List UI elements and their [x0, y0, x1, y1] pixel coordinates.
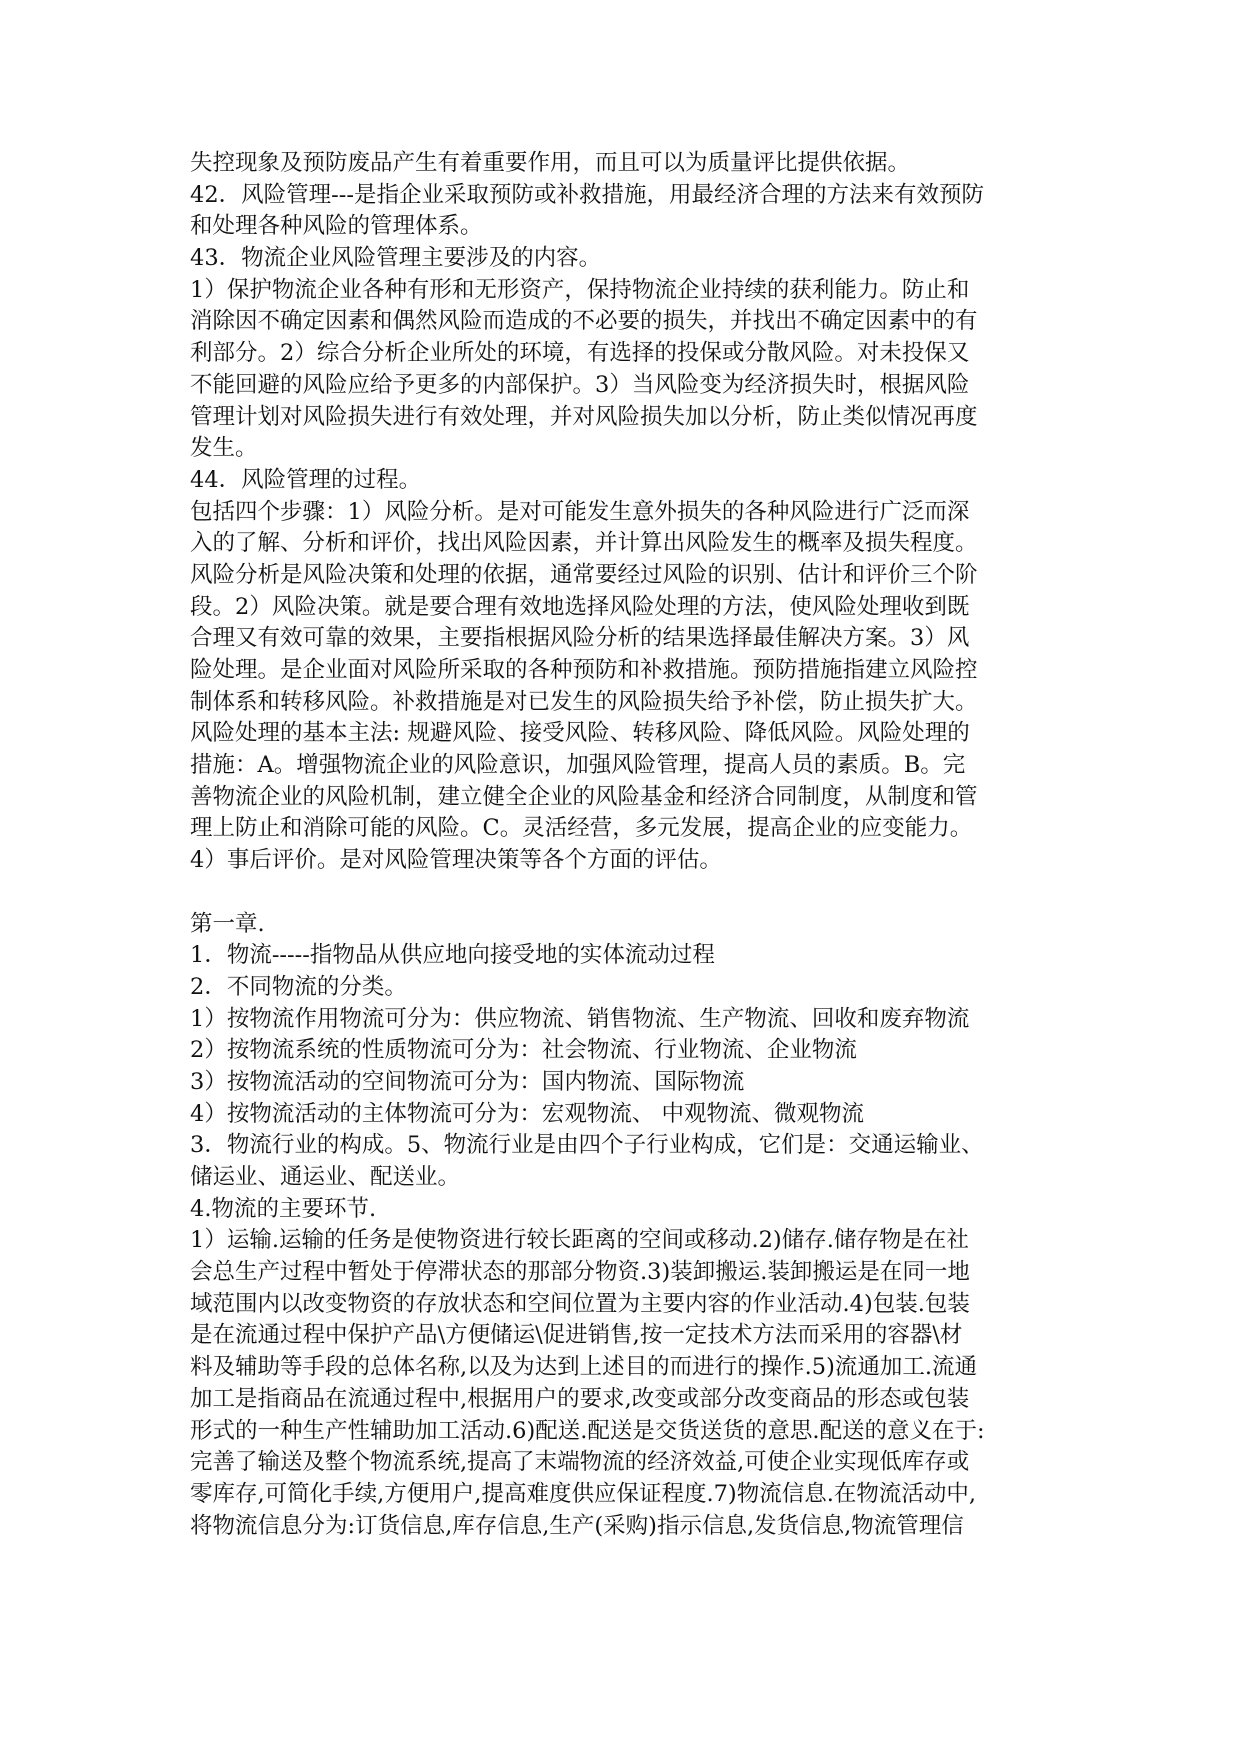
text-line: 风险处理的基本主法: 规避风险、接受风险、转移风险、降低风险。风险处理的	[190, 720, 970, 747]
text-line: 加工是指商品在流通过程中,根据用户的要求,改变或部分改变商品的形态或包装	[190, 1385, 970, 1412]
text-line: 险处理。是企业面对风险所采取的各种预防和补救措施。预防措施指建立风险控	[190, 657, 978, 683]
text-line: 43．物流企业风险管理主要涉及的内容。	[190, 245, 602, 272]
text-line: 段。2）风险决策。就是要合理有效地选择风险处理的方法，使风险处理收到既	[190, 593, 970, 620]
text-line: 完善了输送及整个物流系统,提高了末端物流的经济效益,可使企业实现低库存或	[190, 1449, 970, 1476]
text-line: 1．物流-----指物品从供应地向接受地的实体流动过程	[190, 942, 715, 969]
text-line: 1）运输.运输的任务是使物资进行较长距离的空间或移动.2)储存.储存物是在社	[190, 1227, 969, 1254]
text-line: 利部分。2）综合分析企业所处的环境，有选择的投保或分散风险。对未投保又	[190, 340, 970, 367]
text-line: 零库存,可简化手续,方便用户,提高难度供应保证程度.7)物流信息.在物流活动中,	[190, 1480, 977, 1507]
document-page	[190, 148, 1060, 1542]
text-line: 不能回避的风险应给予更多的内部保护。3）当风险变为经济损失时，根据风险	[190, 371, 970, 398]
blank-line	[190, 877, 1060, 909]
text-line: 第一章.	[190, 910, 265, 937]
text-line: 发生。	[190, 435, 258, 462]
text-line: 合理又有效可靠的效果，主要指根据风险分析的结果选择最佳解决方案。3）风	[190, 625, 970, 652]
text-line: 制体系和转移风险。补救措施是对已发生的风险损失给予补偿，防止损失扩大。	[190, 688, 978, 715]
text-line: 42．风险管理---是指企业采取预防或补救措施，用最经济合理的方法来有效预防	[190, 181, 984, 208]
text-line: 形式的一种生产性辅助加工活动.6)配送.配送是交货送货的意思.配送的意义在于:	[190, 1417, 985, 1444]
text-line: 入的了解、分析和评价，找出风险因素，并计算出风险发生的概率及损失程度。	[190, 530, 978, 557]
text-line: 理上防止和消除可能的风险。C。灵活经营，多元发展，提高企业的应变能力。	[190, 815, 973, 842]
text-line: 会总生产过程中暂处于停滞状态的那部分物资.3)装卸搬运.装卸搬运是在同一地	[190, 1259, 970, 1286]
text-line: 措施：A。增强物流企业的风险意识，加强风险管理，提高人员的素质。B。完	[190, 752, 966, 779]
text-line: 消除因不确定因素和偶然风险而造成的不必要的损失，并找出不确定因素中的有	[190, 308, 978, 335]
text-line: 和处理各种风险的管理体系。	[190, 213, 483, 240]
text-line: 善物流企业的风险机制，建立健全企业的风险基金和经济合同制度，从制度和管	[190, 783, 978, 810]
text-line: 失控现象及预防废品产生有着重要作用，而且可以为质量评比提供依据。	[190, 150, 911, 176]
text-line: 4）按物流活动的主体物流可分为：宏观物流、 中观物流、微观物流	[190, 1100, 864, 1127]
text-line: 3）按物流活动的空间物流可分为：国内物流、国际物流	[190, 1068, 745, 1095]
text-line: 44．风险管理的过程。	[190, 466, 422, 493]
text-line: 1）按物流作用物流可分为：供应物流、销售物流、生产物流、回收和废弃物流	[190, 1005, 970, 1032]
text-line: 2．不同物流的分类。	[190, 973, 407, 1000]
text-line: 料及辅助等手段的总体名称,以及为达到上述目的而进行的操作.5)流通加工.流通	[190, 1354, 978, 1381]
text-line: 2）按物流系统的性质物流可分为：社会物流、行业物流、企业物流	[190, 1037, 857, 1064]
text-line: 管理计划对风险损失进行有效处理，并对风险损失加以分析，防止类似情况再度	[190, 403, 978, 430]
text-line: 4.物流的主要环节.	[190, 1195, 377, 1222]
text-line: 3．物流行业的构成。5、物流行业是由四个子行业构成，它们是：交通运输业、	[190, 1132, 984, 1159]
text-line: 4）事后评价。是对风险管理决策等各个方面的评估。	[190, 847, 722, 874]
text-line: 包括四个步骤：1）风险分析。是对可能发生意外损失的各种风险进行广泛而深	[190, 498, 970, 525]
text-line: 域范围内以改变物资的存放状态和空间位置为主要内容的作业活动.4)包装.包装	[190, 1290, 970, 1317]
text-line: 风险分析是风险决策和处理的依据，通常要经过风险的识别、估计和评价三个阶	[190, 561, 978, 588]
text-line: 是在流通过程中保护产品\方便储运\促进销售,按一定技术方法而采用的容器\材	[190, 1322, 963, 1349]
text-line: 将物流信息分为:订货信息,库存信息,生产(采购)指示信息,发货信息,物流管理信	[190, 1512, 964, 1539]
text-line: 1）保护物流企业各种有形和无形资产，保持物流企业持续的获利能力。防止和	[190, 276, 970, 303]
text-line: 储运业、通运业、配送业。	[190, 1164, 461, 1190]
